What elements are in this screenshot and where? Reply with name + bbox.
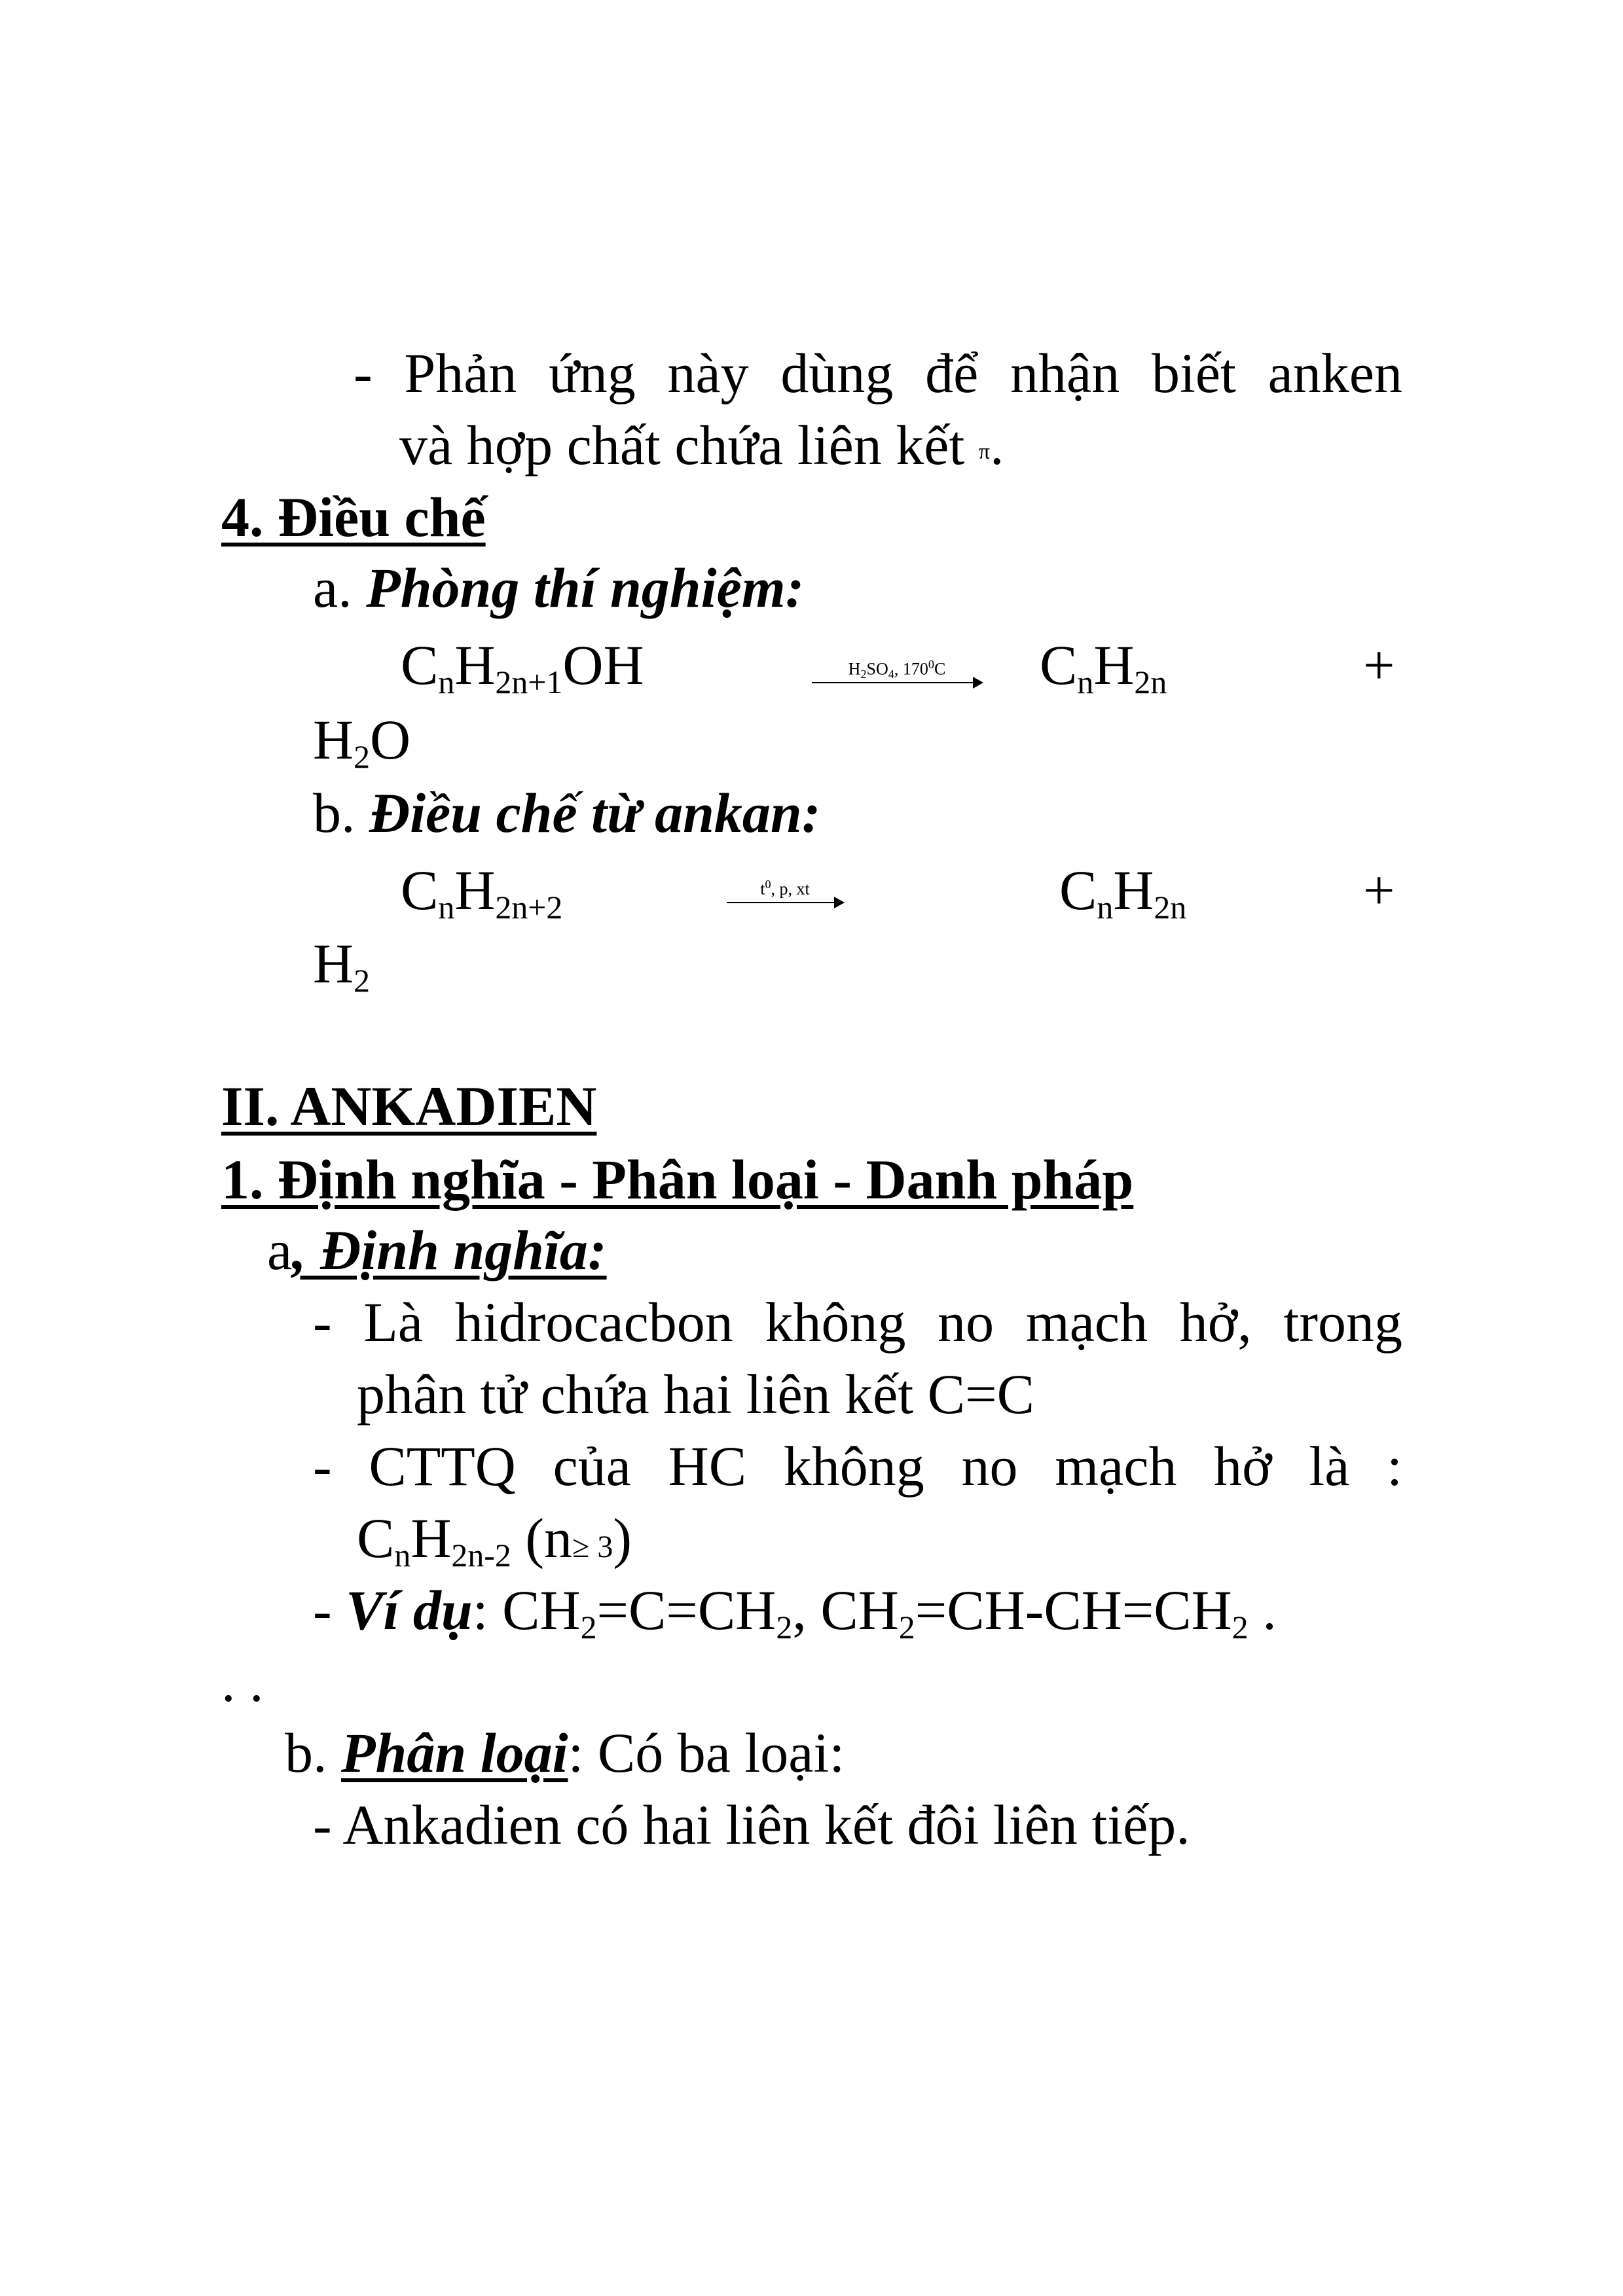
eq1-reaction-arrow [812, 655, 982, 683]
cttq-line-1: - CTTQ của HC không no mạch hở là : [313, 1435, 1402, 1498]
bullet-line-2-text: và hợp chất chứa liên kết [399, 414, 965, 476]
eq1-reactant: $C_nH_{2n+1}OH$ [401, 634, 644, 700]
definition-line-1: - Là hidrocacbon không no mạch hở, trong [313, 1291, 1402, 1354]
eq2-plus: + [1363, 859, 1395, 922]
eq2-product: $C_nH_{2n}$ [1059, 859, 1187, 925]
subheading-dinh-nghia: a, Định nghĩa: [267, 1219, 607, 1282]
example-dots: . . [221, 1651, 264, 1713]
eq1-arrow-label: $H_2SO_4$, $170^0C$ [848, 658, 946, 681]
heading-dinh-nghia-phan-loai: 1. Định nghĩa - Phân loại - Danh pháp [221, 1148, 1134, 1211]
eq2-hydrogen: $H_2$ [313, 932, 371, 999]
bullet-line-2-end: . [990, 414, 1004, 476]
eq2-reaction-arrow [727, 874, 843, 903]
bullet-line-1: - Phản ứng này dùng để nhận biết anken [354, 342, 1402, 404]
subheading-a-prefix: a. [313, 556, 367, 619]
eq1-plus: + [1363, 634, 1395, 696]
classification-line-1: - Ankadien có hai liên kết đôi liên tiếp. [313, 1793, 1190, 1856]
definition-line-2: phân tử chứa hai liên kết C=C [357, 1363, 1034, 1426]
eq2-arrow-label: $t^0$, p, xt [760, 878, 810, 899]
heading-ankadien: II. ANKADIEN [221, 1075, 597, 1138]
eq2-reactant: $C_nH_{2n+2}$ [401, 859, 563, 925]
pi-symbol: π [978, 439, 991, 464]
eq1-water: $H_2O$ [313, 708, 411, 775]
subheading-a-title: Phòng thí nghiệm: [366, 556, 805, 619]
subheading-phong-thi-nghiem [313, 555, 804, 620]
cttq-formula: $C_nH_{2n-2}$ (n≥ 3) [357, 1507, 632, 1573]
subheading-phan-loai: b. Phân loại: Có ba loại: [285, 1721, 845, 1784]
example-line: - Ví dụ: $CH_2=C=CH_2$, $CH_2=CH-CH=CH_2$ . [313, 1579, 1277, 1645]
subheading-tu-ankan: b. Điều chế từ ankan: [313, 781, 821, 844]
eq1-product: $C_nH_{2n}$ [1040, 634, 1167, 700]
heading-dieu-che: 4. Điều chế [221, 486, 486, 548]
bullet-line-2 [399, 412, 1004, 485]
